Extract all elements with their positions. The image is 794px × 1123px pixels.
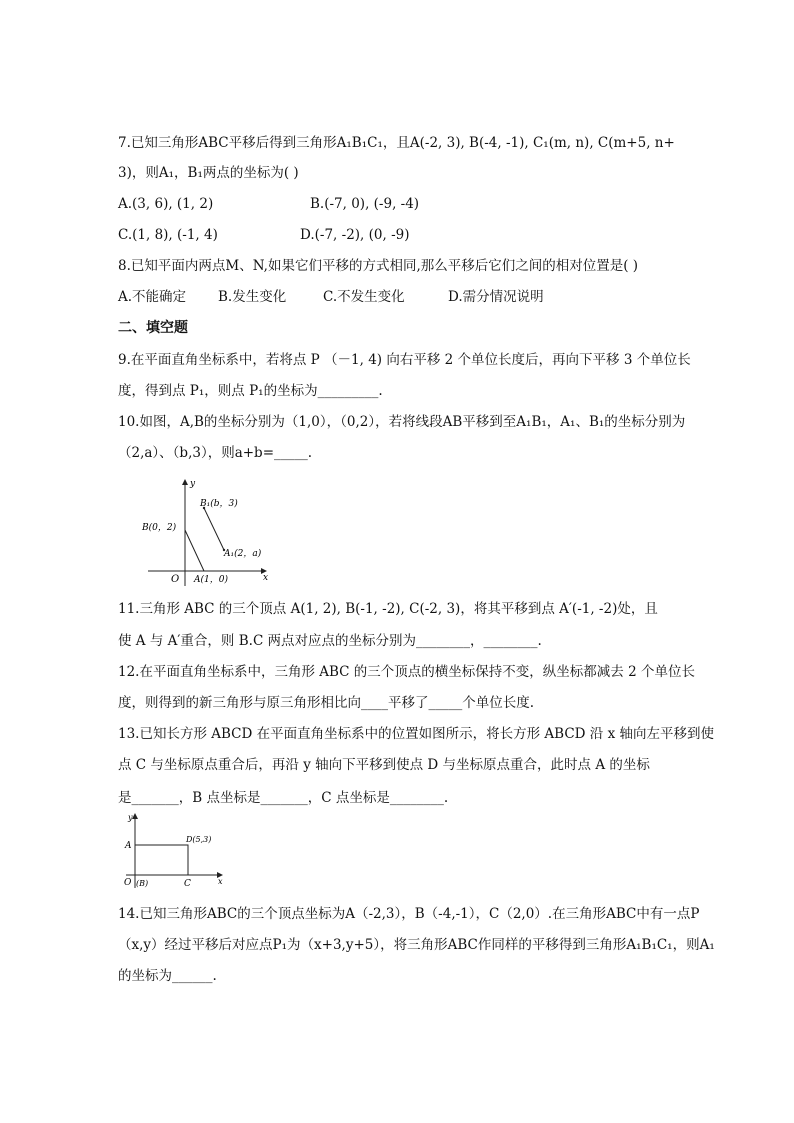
q7-option-c: C.(1, 8), (-1, 4) (118, 227, 218, 243)
point-a1-label: A₁(2，a) (224, 549, 262, 559)
point-a-label: A(1，0) (194, 575, 228, 585)
point-b1-label: B₁(b，3) (200, 499, 238, 509)
q10-line-1: 10.如图，A,B的坐标分别为（1,0），（0,2），若将线段AB平移到至A₁B₁，A₁、B₁的坐标分别为 (118, 414, 686, 430)
q8-option-c: C.不发生变化 (323, 289, 405, 305)
q13-line-2: 点 C 与坐标原点重合后，再沿 y 轴向下平移到使点 D 与坐标原点重合，此时点 A 的坐标 (118, 757, 650, 773)
q7-option-b: B.(-7, 0), (-9, -4) (310, 196, 420, 212)
q14-line-2: （x,y）经过平移后对应点P₁为（x+3,y+5），将三角形ABC作同样的平移得到三角形A₁B₁C₁，则A₁ (118, 937, 715, 953)
section-title: 二、填空题 (118, 320, 188, 336)
q13-line-3: 是_______，B 点坐标是_______，C 点坐标是________. (118, 790, 449, 806)
q8-option-a: A.不能确定 (118, 289, 187, 305)
q8-option-b: B.发生变化 (218, 289, 287, 305)
q13-origin-label: O (124, 878, 132, 888)
q13-y-label: y (128, 813, 133, 822)
q14-line-3: 的坐标为______. (118, 968, 217, 984)
q10-x-label: x (263, 573, 269, 583)
q9-line-1: 9.在平面直角坐标系中，若将点 P （－1, 4) 向右平移 2 个单位长度后，再向下平移 3 个单位长 (118, 352, 691, 368)
q12-line-1: 12.在平面直角坐标系中，三角形 ABC 的三个顶点的横坐标保持不变，纵坐标都减去 2 个单位长 (118, 664, 695, 680)
q10-y-label: y (190, 479, 196, 489)
segment-ab (185, 530, 204, 571)
q13-point-d-label: D(5,3) (186, 835, 212, 844)
q13-rectangle-figure (118, 810, 228, 890)
q7-option-a: A.(3, 6), (1, 2) (118, 196, 214, 212)
q12-line-2: 度，则得到的新三角形与原三角形相比向____平移了_____个单位长度. (118, 695, 535, 711)
point-b-label: B(0，2) (142, 523, 177, 533)
q10-origin-label: O (171, 574, 180, 585)
q7-line-1: 7.已知三角形ABC平移后得到三角形A₁B₁C₁，且A(-2, 3), B(-4, -1), C₁(m, n), C(m+5, n+ (118, 135, 675, 151)
rectangle-abcd (135, 845, 188, 875)
segment-a1b1 (204, 508, 224, 550)
q13-point-a-label: A (125, 841, 132, 851)
q14-line-1: 14.已知三角形ABC的三个顶点坐标为A（-2,3），B（-4,-1），C（2,0）.在三角形ABC中有一点P (118, 906, 700, 922)
q13-point-b-label: (B) (136, 879, 149, 888)
q9-line-2: 度，得到点 P₁，则点 P₁的坐标为_________. (118, 383, 383, 399)
q7-line-2: 3)，则A₁，B₁两点的坐标为( ) (118, 165, 299, 181)
q13-line-1: 13.已知长方形 ABCD 在平面直角坐标系中的位置如图所示，将长方形 ABCD 沿 x 轴向左平移到使 (118, 726, 714, 742)
q13-point-c-label: C (184, 879, 191, 889)
q8-option-d: D.需分情况说明 (448, 289, 544, 305)
q11-line-1: 11.三角形 ABC 的三个顶点 A(1, 2), B(-1, -2), C(-2, 3)，将其平移到点 A′(-1, -2)处，且 (118, 601, 658, 617)
q13-x-label: x (218, 877, 223, 886)
q8-line-1: 8.已知平面内两点M、N,如果它们平移的方式相同,那么平移后它们之间的相对位置是( ) (118, 258, 639, 274)
q7-option-d: D.(-7, -2), (0, -9) (300, 227, 410, 243)
q10-line-2: （2,a）、（b,3），则a+b=_____. (118, 445, 313, 461)
q10-coordinate-figure (138, 474, 278, 589)
q11-line-2: 使 A 与 A′重合，则 B.C 两点对应点的坐标分别为________，________. (118, 633, 542, 649)
